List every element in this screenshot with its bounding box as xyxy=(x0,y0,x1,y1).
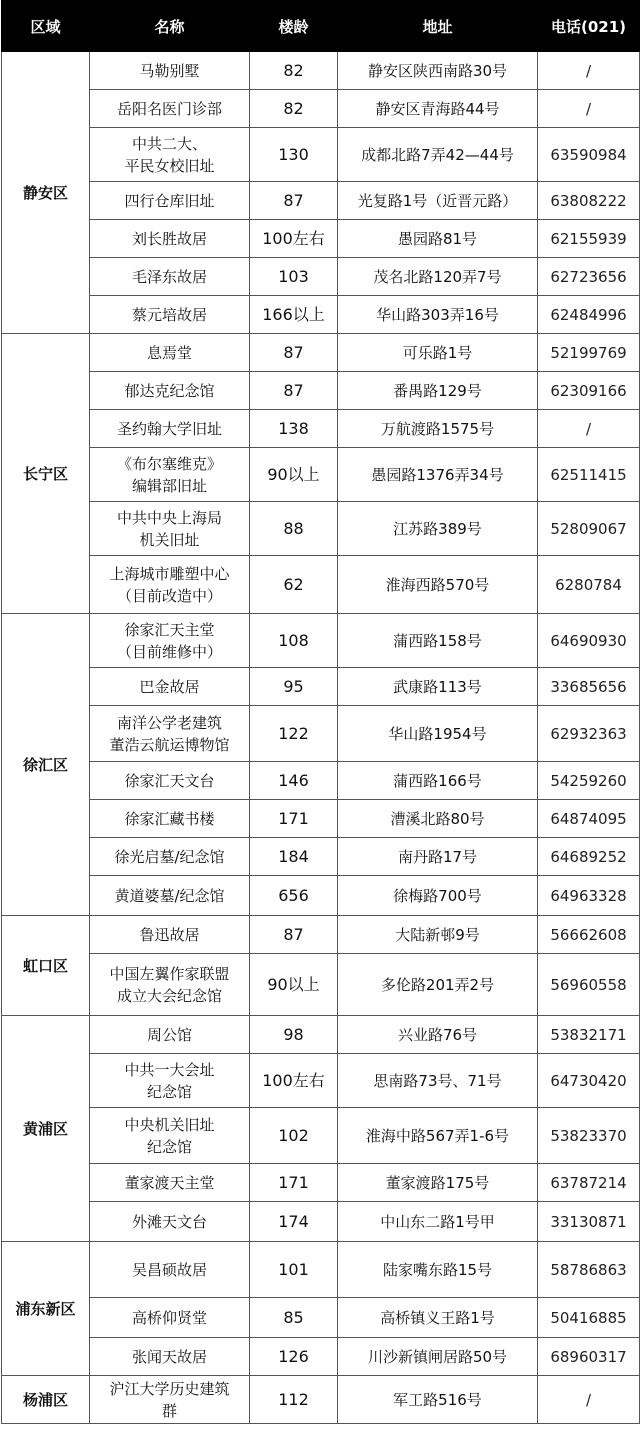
address-cell: 愚园路81号 xyxy=(338,220,538,258)
table-row xyxy=(2,1202,640,1242)
address-cell: 董家渡路175号 xyxy=(338,1164,538,1202)
phone-cell: 64963328 xyxy=(538,876,640,916)
district-cell: 长宁区 xyxy=(2,334,90,614)
name-cell: 高桥仰贤堂 xyxy=(90,1298,250,1338)
address-cell: 中山东二路1号甲 xyxy=(338,1202,538,1242)
name-cell: 《布尔塞维克》 编辑部旧址 xyxy=(90,448,250,502)
name-cell: 刘长胜故居 xyxy=(90,220,250,258)
phone-cell: 64874095 xyxy=(538,800,640,838)
name-cell: 徐家汇天主堂 （目前维修中） xyxy=(90,614,250,668)
name-cell: 毛泽东故居 xyxy=(90,258,250,296)
name-cell: 中共二大、 平民女校旧址 xyxy=(90,128,250,182)
header-row xyxy=(2,1,640,52)
phone-cell: 54259260 xyxy=(538,762,640,800)
district-cell: 徐汇区 xyxy=(2,614,90,916)
address-cell: 军工路516号 xyxy=(338,1376,538,1424)
table-row xyxy=(2,1298,640,1338)
phone-cell: 62932363 xyxy=(538,706,640,762)
table-row xyxy=(2,1054,640,1108)
name-cell: 鲁迅故居 xyxy=(90,916,250,954)
address-cell: 华山路303弄16号 xyxy=(338,296,538,334)
phone-cell: 63787214 xyxy=(538,1164,640,1202)
table-row xyxy=(2,1016,640,1054)
address-cell: 淮海中路567弄1-6号 xyxy=(338,1108,538,1164)
age-cell: 138 xyxy=(250,410,338,448)
phone-cell: / xyxy=(538,410,640,448)
age-cell: 62 xyxy=(250,556,338,614)
table-row xyxy=(2,838,640,876)
name-cell: 黄道婆墓/纪念馆 xyxy=(90,876,250,916)
address-cell: 多伦路201弄2号 xyxy=(338,954,538,1016)
phone-cell: 68960317 xyxy=(538,1338,640,1376)
phone-cell: 62155939 xyxy=(538,220,640,258)
district-cell: 杨浦区 xyxy=(2,1376,90,1424)
phone-cell: / xyxy=(538,52,640,90)
table-row xyxy=(2,296,640,334)
district-cell: 静安区 xyxy=(2,52,90,334)
address-cell: 淮海西路570号 xyxy=(338,556,538,614)
phone-cell: 53823370 xyxy=(538,1108,640,1164)
age-cell: 122 xyxy=(250,706,338,762)
header-name: 名称 xyxy=(90,1,250,52)
phone-cell: 64689252 xyxy=(538,838,640,876)
age-cell: 90以上 xyxy=(250,448,338,502)
table-row xyxy=(2,614,640,668)
address-cell: 思南路73号、71号 xyxy=(338,1054,538,1108)
phone-cell: 52199769 xyxy=(538,334,640,372)
address-cell: 万航渡路1575号 xyxy=(338,410,538,448)
table-row xyxy=(2,90,640,128)
name-cell: 张闻天故居 xyxy=(90,1338,250,1376)
address-cell: 大陆新邨9号 xyxy=(338,916,538,954)
table-row xyxy=(2,1164,640,1202)
address-cell: 江苏路389号 xyxy=(338,502,538,556)
table-row xyxy=(2,52,640,90)
table-row xyxy=(2,1338,640,1376)
address-cell: 徐梅路700号 xyxy=(338,876,538,916)
name-cell: 蔡元培故居 xyxy=(90,296,250,334)
phone-cell: 63590984 xyxy=(538,128,640,182)
age-cell: 656 xyxy=(250,876,338,916)
table-row xyxy=(2,556,640,614)
phone-cell: 64690930 xyxy=(538,614,640,668)
name-cell: 徐光启墓/纪念馆 xyxy=(90,838,250,876)
age-cell: 112 xyxy=(250,1376,338,1424)
phone-cell: 62309166 xyxy=(538,372,640,410)
name-cell: 中共中央上海局 机关旧址 xyxy=(90,502,250,556)
table-row xyxy=(2,668,640,706)
name-cell: 周公馆 xyxy=(90,1016,250,1054)
header-age: 楼龄 xyxy=(250,1,338,52)
table-row xyxy=(2,502,640,556)
phone-cell: 6280784 xyxy=(538,556,640,614)
phone-cell: 52809067 xyxy=(538,502,640,556)
age-cell: 126 xyxy=(250,1338,338,1376)
phone-cell: 62723656 xyxy=(538,258,640,296)
address-cell: 陆家嘴东路15号 xyxy=(338,1242,538,1298)
district-cell: 黄浦区 xyxy=(2,1016,90,1242)
address-cell: 番禺路129号 xyxy=(338,372,538,410)
age-cell: 85 xyxy=(250,1298,338,1338)
phone-cell: / xyxy=(538,90,640,128)
district-cell: 浦东新区 xyxy=(2,1242,90,1376)
header-phone: 电话(021) xyxy=(538,1,640,52)
age-cell: 87 xyxy=(250,372,338,410)
name-cell: 中央机关旧址 纪念馆 xyxy=(90,1108,250,1164)
name-cell: 外滩天文台 xyxy=(90,1202,250,1242)
name-cell: 徐家汇藏书楼 xyxy=(90,800,250,838)
address-cell: 蒲西路158号 xyxy=(338,614,538,668)
phone-cell: 56662608 xyxy=(538,916,640,954)
age-cell: 100左右 xyxy=(250,1054,338,1108)
phone-cell: 33130871 xyxy=(538,1202,640,1242)
address-cell: 静安区陕西南路30号 xyxy=(338,52,538,90)
phone-cell: 53832171 xyxy=(538,1016,640,1054)
age-cell: 82 xyxy=(250,52,338,90)
address-cell: 光复路1号（近晋元路） xyxy=(338,182,538,220)
table-row xyxy=(2,334,640,372)
table-row xyxy=(2,916,640,954)
name-cell: 董家渡天主堂 xyxy=(90,1164,250,1202)
address-cell: 漕溪北路80号 xyxy=(338,800,538,838)
header-address: 地址 xyxy=(338,1,538,52)
phone-cell: 63808222 xyxy=(538,182,640,220)
phone-cell: 62511415 xyxy=(538,448,640,502)
name-cell: 岳阳名医门诊部 xyxy=(90,90,250,128)
address-cell: 可乐路1号 xyxy=(338,334,538,372)
name-cell: 巴金故居 xyxy=(90,668,250,706)
table-row xyxy=(2,876,640,916)
address-cell: 静安区青海路44号 xyxy=(338,90,538,128)
name-cell: 上海城市雕塑中心 （目前改造中） xyxy=(90,556,250,614)
table-row xyxy=(2,128,640,182)
table-row xyxy=(2,410,640,448)
age-cell: 108 xyxy=(250,614,338,668)
age-cell: 166以上 xyxy=(250,296,338,334)
name-cell: 南洋公学老建筑 董浩云航运博物馆 xyxy=(90,706,250,762)
age-cell: 102 xyxy=(250,1108,338,1164)
table-row xyxy=(2,954,640,1016)
table-row xyxy=(2,448,640,502)
district-cell: 虹口区 xyxy=(2,916,90,1016)
phone-cell: 56960558 xyxy=(538,954,640,1016)
name-cell: 中国左翼作家联盟 成立大会纪念馆 xyxy=(90,954,250,1016)
table-row xyxy=(2,762,640,800)
address-cell: 高桥镇义王路1号 xyxy=(338,1298,538,1338)
address-cell: 华山路1954号 xyxy=(338,706,538,762)
name-cell: 马勒别墅 xyxy=(90,52,250,90)
name-cell: 吴昌硕故居 xyxy=(90,1242,250,1298)
phone-cell: / xyxy=(538,1376,640,1424)
age-cell: 103 xyxy=(250,258,338,296)
table-row xyxy=(2,372,640,410)
age-cell: 87 xyxy=(250,916,338,954)
age-cell: 82 xyxy=(250,90,338,128)
address-cell: 武康路113号 xyxy=(338,668,538,706)
address-cell: 南丹路17号 xyxy=(338,838,538,876)
table-row xyxy=(2,706,640,762)
name-cell: 息焉堂 xyxy=(90,334,250,372)
age-cell: 90以上 xyxy=(250,954,338,1016)
address-cell: 蒲西路166号 xyxy=(338,762,538,800)
phone-cell: 33685656 xyxy=(538,668,640,706)
name-cell: 中共一大会址 纪念馆 xyxy=(90,1054,250,1108)
age-cell: 171 xyxy=(250,800,338,838)
table-row xyxy=(2,800,640,838)
table-row xyxy=(2,1242,640,1298)
age-cell: 174 xyxy=(250,1202,338,1242)
table-body xyxy=(2,52,640,1424)
name-cell: 圣约翰大学旧址 xyxy=(90,410,250,448)
age-cell: 88 xyxy=(250,502,338,556)
name-cell: 沪江大学历史建筑 群 xyxy=(90,1376,250,1424)
table-row xyxy=(2,1376,640,1424)
name-cell: 郁达克纪念馆 xyxy=(90,372,250,410)
name-cell: 四行仓库旧址 xyxy=(90,182,250,220)
age-cell: 87 xyxy=(250,182,338,220)
age-cell: 130 xyxy=(250,128,338,182)
age-cell: 98 xyxy=(250,1016,338,1054)
age-cell: 101 xyxy=(250,1242,338,1298)
phone-cell: 64730420 xyxy=(538,1054,640,1108)
address-cell: 兴业路76号 xyxy=(338,1016,538,1054)
age-cell: 184 xyxy=(250,838,338,876)
address-cell: 愚园路1376弄34号 xyxy=(338,448,538,502)
phone-cell: 62484996 xyxy=(538,296,640,334)
table-row xyxy=(2,220,640,258)
age-cell: 100左右 xyxy=(250,220,338,258)
table-row xyxy=(2,1108,640,1164)
table-row xyxy=(2,182,640,220)
name-cell: 徐家汇天文台 xyxy=(90,762,250,800)
header-district: 区域 xyxy=(2,1,90,52)
age-cell: 146 xyxy=(250,762,338,800)
address-cell: 川沙新镇闸居路50号 xyxy=(338,1338,538,1376)
age-cell: 95 xyxy=(250,668,338,706)
phone-cell: 58786863 xyxy=(538,1242,640,1298)
table-row xyxy=(2,258,640,296)
age-cell: 171 xyxy=(250,1164,338,1202)
heritage-buildings-table xyxy=(1,0,640,1424)
address-cell: 成都北路7弄42—44号 xyxy=(338,128,538,182)
address-cell: 茂名北路120弄7号 xyxy=(338,258,538,296)
phone-cell: 50416885 xyxy=(538,1298,640,1338)
age-cell: 87 xyxy=(250,334,338,372)
